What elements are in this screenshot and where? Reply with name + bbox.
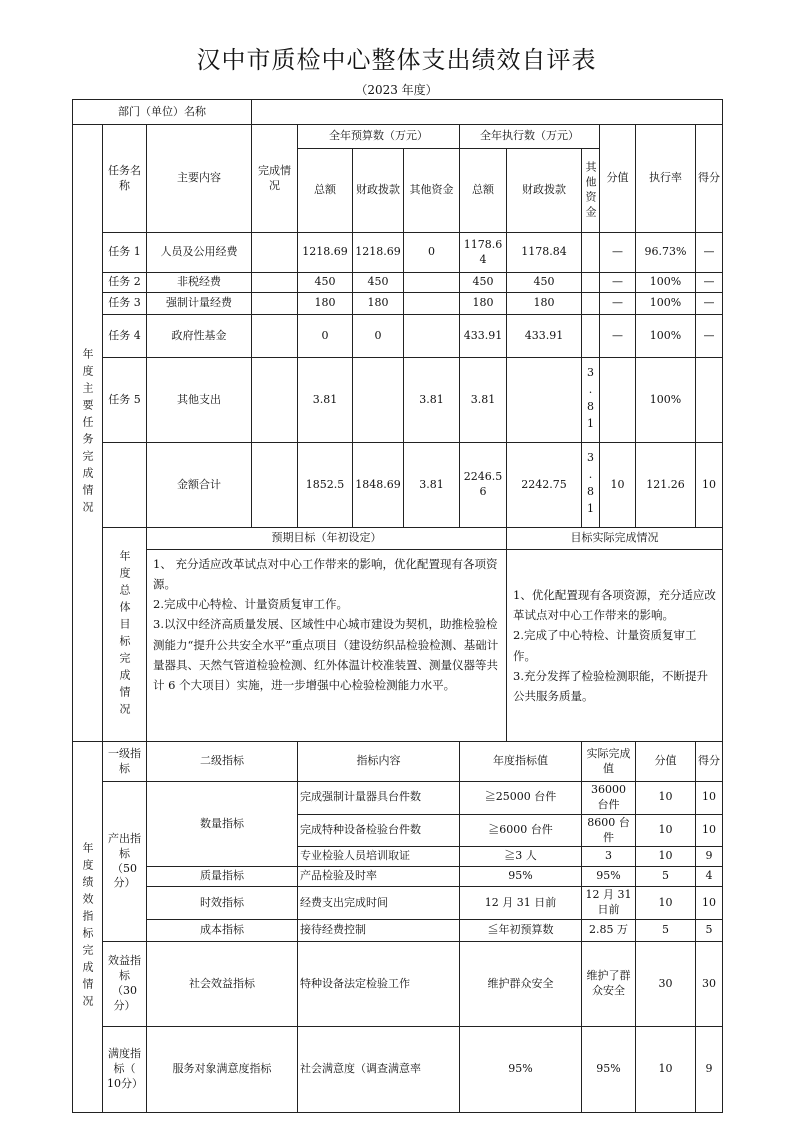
task-budget-other: 3.81 (404, 358, 460, 443)
ind-actual: 12 月 31 日前 (582, 887, 636, 920)
task-score: — (696, 315, 723, 358)
task-rate: 100% (636, 315, 696, 358)
ind-hdr-score: 得分 (696, 742, 723, 782)
task-name: 任务 2 (103, 273, 147, 293)
performance-table (72, 99, 723, 1113)
ind-actual: 3 (582, 847, 636, 867)
total-exec-total: 2246.56 (460, 443, 507, 528)
task-exec-total: 433.91 (460, 315, 507, 358)
task-content: 强制计量经费 (147, 293, 252, 315)
satisfaction-label: 满度指标（ 10分） (103, 1027, 147, 1113)
ind-hdr-level1: 一级指标 (103, 742, 147, 782)
actual-item: 1、优化配置现有各项资源，充分适应改革试点对中心工作带来的影响。 (513, 588, 716, 623)
task-exec-fiscal: 450 (507, 273, 582, 293)
task-exec-other (582, 293, 600, 315)
task-exec-other: 3.81 (582, 358, 600, 443)
total-empty (103, 443, 147, 528)
hdr-score-value: 分值 (600, 125, 636, 233)
quality-label: 质量指标 (147, 867, 298, 887)
ind-content: 特种设备法定检验工作 (298, 942, 460, 1027)
total-budget-other: 3.81 (404, 443, 460, 528)
hdr-completion: 完成情况 (252, 125, 298, 233)
task-rate: 100% (636, 358, 696, 443)
ind-target: ≦年初预算数 (460, 920, 582, 942)
task-exec-other (582, 273, 600, 293)
task-content: 政府性基金 (147, 315, 252, 358)
task-exec-fiscal: 180 (507, 293, 582, 315)
task-budget-total: 0 (298, 315, 353, 358)
report-year: （2023 年度） (355, 83, 438, 97)
goal-item: 1、 充分适应改革试点对中心工作带来的影响，优化配置现有各项资源。 (153, 557, 498, 592)
total-value: 10 (600, 443, 636, 528)
task-budget-total: 450 (298, 273, 353, 293)
task-value: — (600, 233, 636, 273)
total-budget-total: 1852.5 (298, 443, 353, 528)
hdr-task-name: 任务名称 (103, 125, 147, 233)
service-label: 服务对象满意度指标 (147, 1027, 298, 1113)
ind-value: 10 (636, 814, 696, 847)
task-budget-other (404, 273, 460, 293)
task-budget-total: 180 (298, 293, 353, 315)
ind-value: 10 (636, 887, 696, 920)
ind-actual: 36000 台件 (582, 782, 636, 815)
actual-item: 2.完成了中心特检、计量资质复审工作。 (513, 628, 697, 663)
task-name: 任务 1 (103, 233, 147, 273)
task-rate: 100% (636, 293, 696, 315)
total-row (73, 443, 723, 528)
dept-label: 部门（单位）名称 (73, 100, 252, 125)
ind-hdr-actual: 实际完成值 (582, 742, 636, 782)
section3-label: 年度绩效指标完成情况 (73, 742, 103, 1113)
ind-actual: 95% (582, 867, 636, 887)
hdr-budget-group: 全年预算数（万元） (298, 125, 460, 149)
hdr-score: 得分 (696, 125, 723, 233)
total-score: 10 (696, 443, 723, 528)
ind-value: 5 (636, 920, 696, 942)
task-completion (252, 293, 298, 315)
ind-score: 9 (696, 847, 723, 867)
task-budget-total: 1218.69 (298, 233, 353, 273)
ind-actual: 2.85 万 (582, 920, 636, 942)
task-row (73, 358, 723, 443)
task-budget-other (404, 315, 460, 358)
total-completion (252, 443, 298, 528)
benefit-label: 效益指标（30分） (103, 942, 147, 1027)
cost-label: 成本指标 (147, 920, 298, 942)
hdr-main-content: 主要内容 (147, 125, 252, 233)
total-label: 金额合计 (147, 443, 252, 528)
ind-score: 9 (696, 1027, 723, 1113)
ind-hdr-content: 指标内容 (298, 742, 460, 782)
task-row (73, 315, 723, 358)
task-budget-fiscal: 0 (353, 315, 404, 358)
actual-header: 目标实际完成情况 (507, 528, 723, 550)
task-content: 其他支出 (147, 358, 252, 443)
ind-hdr-target: 年度指标值 (460, 742, 582, 782)
page-title: 汉中市质检中心整体支出绩效自评表 (196, 46, 597, 74)
ind-score: 4 (696, 867, 723, 887)
indicator-row (73, 942, 723, 1027)
task-exec-total: 3.81 (460, 358, 507, 443)
task-exec-fiscal: 1178.84 (507, 233, 582, 273)
total-exec-other: 3.81 (582, 443, 600, 528)
ind-hdr-value: 分值 (636, 742, 696, 782)
task-score: — (696, 293, 723, 315)
indicator-row (73, 1027, 723, 1113)
task-content: 非税经费 (147, 273, 252, 293)
task-completion (252, 315, 298, 358)
task-completion (252, 273, 298, 293)
hdr-budget-total: 总额 (298, 149, 353, 233)
task-content: 人员及公用经费 (147, 233, 252, 273)
ind-content: 完成强制计量器具台件数 (298, 782, 460, 815)
task-budget-fiscal: 1218.69 (353, 233, 404, 273)
task-budget-other: 0 (404, 233, 460, 273)
task-completion (252, 233, 298, 273)
total-rate: 121.26 (636, 443, 696, 528)
hdr-exec-rate: 执行率 (636, 125, 696, 233)
task-budget-fiscal (353, 358, 404, 443)
section2-label: 年度总体目标完成情况 (103, 528, 147, 742)
actual-item: 3.充分发挥了检验检测职能，不断提升公共服务质量。 (513, 668, 708, 703)
hdr-budget-other: 其他资金 (404, 149, 460, 233)
task-exec-fiscal: 433.91 (507, 315, 582, 358)
hdr-budget-fiscal: 财政拨款 (353, 149, 404, 233)
ind-target: ≧25000 台件 (460, 782, 582, 815)
ind-target: 95% (460, 1027, 582, 1113)
task-score (696, 358, 723, 443)
ind-score: 10 (696, 887, 723, 920)
goal-text (147, 550, 507, 742)
ind-content: 完成特种设备检验台件数 (298, 814, 460, 847)
task-row (73, 273, 723, 293)
task-exec-total: 1178.64 (460, 233, 507, 273)
hdr-exec-fiscal: 财政拨款 (507, 149, 582, 233)
task-name: 任务 4 (103, 315, 147, 358)
task-exec-total: 180 (460, 293, 507, 315)
goal-header: 预期目标（年初设定） (147, 528, 507, 550)
task-exec-other (582, 233, 600, 273)
ind-score: 10 (696, 814, 723, 847)
hdr-exec-other: 其他资金 (582, 149, 600, 233)
social-label: 社会效益指标 (147, 942, 298, 1027)
ind-value: 30 (636, 942, 696, 1027)
ind-content: 经费支出完成时间 (298, 887, 460, 920)
task-value: — (600, 315, 636, 358)
actual-text (507, 550, 723, 742)
ind-value: 10 (636, 1027, 696, 1113)
ind-score: 5 (696, 920, 723, 942)
task-row (73, 293, 723, 315)
task-budget-fiscal: 450 (353, 273, 404, 293)
total-exec-fiscal: 2242.75 (507, 443, 582, 528)
ind-content: 专业检验人员培训取证 (298, 847, 460, 867)
task-rate: 96.73% (636, 233, 696, 273)
ind-target: 12 月 31 日前 (460, 887, 582, 920)
hdr-exec-total: 总额 (460, 149, 507, 233)
task-completion (252, 358, 298, 443)
indicator-row (73, 782, 723, 815)
ind-value: 5 (636, 867, 696, 887)
task-exec-other (582, 315, 600, 358)
total-budget-fiscal: 1848.69 (353, 443, 404, 528)
quantity-label: 数量指标 (147, 782, 298, 867)
ind-actual: 8600 台件 (582, 814, 636, 847)
ind-content: 接待经费控制 (298, 920, 460, 942)
task-name: 任务 5 (103, 358, 147, 443)
ind-score: 30 (696, 942, 723, 1027)
ind-actual: 95% (582, 1027, 636, 1113)
ind-target: ≧3 人 (460, 847, 582, 867)
goal-item: 3.以汉中经济高质量发展、区域性中心城市建设为契机，助推检验检测能力“提升公共安全水平”重点项目（建设纺织品检验检测、基础计量器具、天然气管道检验检测、红外体温计校准装置、测量仪器等共计 6 个大项目）实施，进一步增强中心检验检测能力水平。 (153, 617, 499, 692)
task-value (600, 358, 636, 443)
ind-hdr-level2: 二级指标 (147, 742, 298, 782)
task-score: — (696, 273, 723, 293)
task-budget-other (404, 293, 460, 315)
ind-content: 产品检验及时率 (298, 867, 460, 887)
timeliness-label: 时效指标 (147, 887, 298, 920)
output-label: 产出指标（50分） (103, 782, 147, 942)
indicator-row (73, 920, 723, 942)
task-value: — (600, 293, 636, 315)
ind-target: ≧6000 台件 (460, 814, 582, 847)
hdr-exec-group: 全年执行数（万元） (460, 125, 600, 149)
dept-value (252, 100, 723, 125)
indicator-row (73, 887, 723, 920)
task-exec-fiscal (507, 358, 582, 443)
ind-value: 10 (636, 847, 696, 867)
task-rate: 100% (636, 273, 696, 293)
ind-target: 维护群众安全 (460, 942, 582, 1027)
ind-value: 10 (636, 782, 696, 815)
task-row (73, 233, 723, 273)
task-score: — (696, 233, 723, 273)
ind-score: 10 (696, 782, 723, 815)
goal-item: 2.完成中心特检、计量资质复审工作。 (153, 597, 348, 612)
task-name: 任务 3 (103, 293, 147, 315)
section1-label: 年度主要任务完成情况 (73, 125, 103, 742)
ind-target: 95% (460, 867, 582, 887)
ind-content: 社会满意度（调查满意率 (298, 1027, 460, 1113)
indicator-row (73, 867, 723, 887)
ind-actual: 维护了群众安全 (582, 942, 636, 1027)
task-value: — (600, 273, 636, 293)
task-budget-fiscal: 180 (353, 293, 404, 315)
task-exec-total: 450 (460, 273, 507, 293)
task-budget-total: 3.81 (298, 358, 353, 443)
